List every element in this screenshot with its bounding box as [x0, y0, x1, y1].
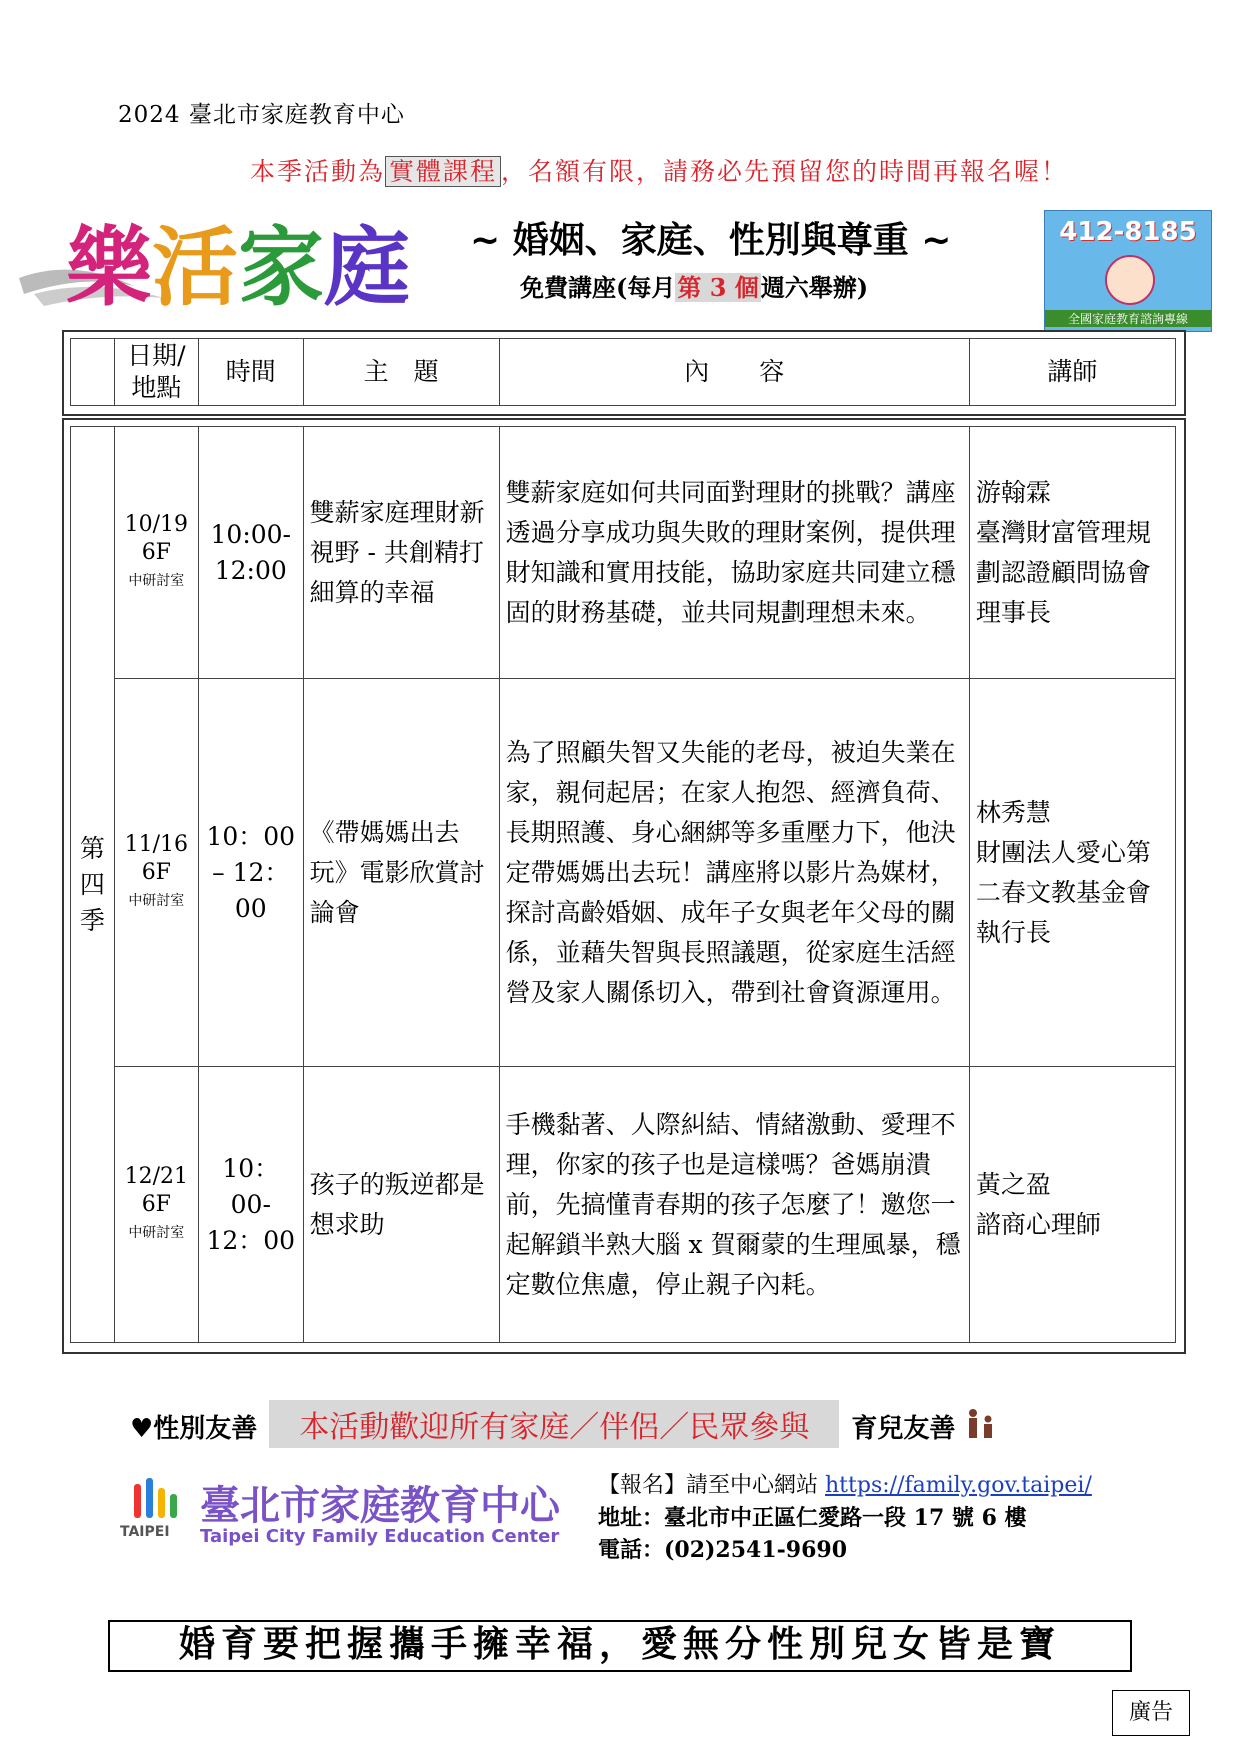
- row-date: [114, 679, 198, 1067]
- hotline-caption: 全國家庭教育諮詢專線: [1045, 310, 1211, 327]
- row-speaker: [969, 679, 1175, 1067]
- parenting-friendly-label: 育兒友善: [851, 1414, 956, 1444]
- row-room: 中研討室: [128, 892, 185, 909]
- row-floor: 6F: [141, 859, 171, 885]
- subtitle-schedule-highlight: 第 3 個: [677, 273, 759, 302]
- speaker-title: 財團法人愛心第二春文教基金會執行長: [975, 837, 1151, 947]
- row-floor: 6F: [141, 1191, 171, 1217]
- speaker-name: 游翰霖: [975, 477, 1051, 507]
- row-time: 10：00-12：00: [198, 1067, 303, 1343]
- header-time: 時間: [198, 339, 303, 406]
- gender-friendly-label: ♥性別友善: [130, 1414, 258, 1444]
- logo-char-1: 樂: [66, 218, 152, 318]
- row-date: [114, 427, 198, 679]
- row-time: 10:00-12:00: [198, 427, 303, 679]
- header-topic: 主 題: [303, 339, 499, 406]
- speaker-name: 林秀慧: [975, 797, 1051, 827]
- row-topic: 雙薪家庭理財新視野 - 共創精打細算的幸福: [303, 427, 499, 679]
- register-line: [598, 1470, 1092, 1502]
- row-floor: 6F: [141, 539, 171, 565]
- center-logo: [120, 1474, 580, 1554]
- register-label: 【報名】請至中心網站: [598, 1473, 819, 1498]
- ad-label: 廣告: [1112, 1690, 1190, 1736]
- schedule-frame: [62, 418, 1186, 1354]
- subtitle-schedule-b: 週六舉辦): [760, 273, 869, 302]
- header-date: 日期/地點: [114, 339, 198, 406]
- taipei-word: TAIPEI: [120, 1524, 170, 1540]
- address-line: 地址：臺北市中正區仁愛路一段 17 號 6 樓: [598, 1505, 1027, 1531]
- speaker-title: 臺灣財富管理規劃認證顧問協會理事長: [975, 517, 1151, 627]
- friendly-line: [130, 1400, 998, 1448]
- schedule-table: [70, 426, 1176, 1343]
- row-date-value: 10/19: [124, 511, 189, 537]
- organizer-line: 2024 臺北市家庭教育中心: [118, 102, 405, 128]
- notice-text-a: 本季活動為: [250, 157, 386, 186]
- speaker-name: 黃之盈: [975, 1169, 1051, 1199]
- table-row: [71, 427, 1176, 679]
- header-content: 內 容: [499, 339, 969, 406]
- center-name-en: Taipei City Family Education Center: [200, 1526, 560, 1547]
- row-content: 為了照顧失智又失能的老母，被迫失業在家，親伺起居；在家人抱怨、經濟負荷、長期照護、身心綑綁等多重壓力下，他決定帶媽媽出去玩！講座將以影片為媒材，探討高齡婚姻、成年子女與老年父母的關係，並藉失智與長照議題，從家庭生活經營及家人關係切入，帶到社會資源運用。: [499, 679, 969, 1067]
- notice-text-b: ，名額有限，請務必先預留您的時間再報名喔！: [501, 157, 1069, 186]
- table-header-frame: [62, 330, 1186, 416]
- contact-block: [598, 1470, 1092, 1566]
- table-row: [71, 679, 1176, 1067]
- center-name: 臺北市家庭教育中心: [200, 1483, 560, 1529]
- row-date-value: 11/16: [124, 831, 189, 857]
- hotline-number: 412-8185: [1059, 217, 1197, 247]
- phone-line: 電話：(02)2541-9690: [598, 1537, 848, 1563]
- speaker-title: 諮商心理師: [975, 1209, 1101, 1239]
- notice-boxed: 實體課程: [385, 156, 501, 187]
- logo-text: [66, 198, 410, 322]
- row-content: 手機黏著、人際糾結、情緒激動、愛理不理，你家的孩子也是這樣嗎？爸媽崩潰前，先搞懂青春期的孩子怎麼了！邀您一起解鎖半熟大腦 x 賀爾蒙的生理風暴，穩定數位焦慮，停止親子內耗。: [499, 1067, 969, 1343]
- row-topic: 《帶媽媽出去玩》電影欣賞討論會: [303, 679, 499, 1067]
- logo-char-3: 家: [238, 218, 324, 318]
- table-row: [71, 1067, 1176, 1343]
- notice-line: [250, 152, 1068, 188]
- row-time: 10：00 – 12：00: [198, 679, 303, 1067]
- row-speaker: [969, 1067, 1175, 1343]
- season-label: 第四季: [71, 427, 115, 1343]
- logo-le-huo-jia-ting: [14, 198, 414, 318]
- mascot-icon: [1105, 255, 1155, 305]
- row-content: 雙薪家庭如何共同面對理財的挑戰？講座透過分享成功與失敗的理財案例，提供理財知識和實用技能，協助家庭共同建立穩固的財務基礎，並共同規劃理想未來。: [499, 427, 969, 679]
- welcome-banner: 本活動歡迎所有家庭／伴侶／民眾參與: [269, 1400, 839, 1448]
- family-icon: [964, 1407, 998, 1441]
- table-header: [70, 338, 1176, 406]
- row-date: [114, 1067, 198, 1343]
- subtitle-schedule-a: 免費講座(每月: [520, 273, 676, 302]
- header-season-cell: [71, 339, 115, 406]
- slogan: 婚育要把握攜手擁幸福，愛無分性別兒女皆是寶: [108, 1620, 1132, 1672]
- hotline-badge: [1044, 210, 1212, 332]
- row-room: 中研討室: [128, 572, 185, 589]
- header-speaker: 講師: [969, 339, 1175, 406]
- row-room: 中研討室: [128, 1224, 185, 1241]
- row-date-value: 12/21: [124, 1163, 189, 1189]
- logo-char-2: 活: [152, 218, 238, 318]
- logo-char-4: 庭: [324, 218, 410, 318]
- subtitle-schedule: [520, 268, 868, 303]
- row-topic: 孩子的叛逆都是想求助: [303, 1067, 499, 1343]
- row-speaker: [969, 427, 1175, 679]
- subtitle: ~ 婚姻、家庭、性別與尊重 ~: [470, 220, 952, 261]
- register-link[interactable]: https://family.gov.taipei/: [825, 1473, 1092, 1498]
